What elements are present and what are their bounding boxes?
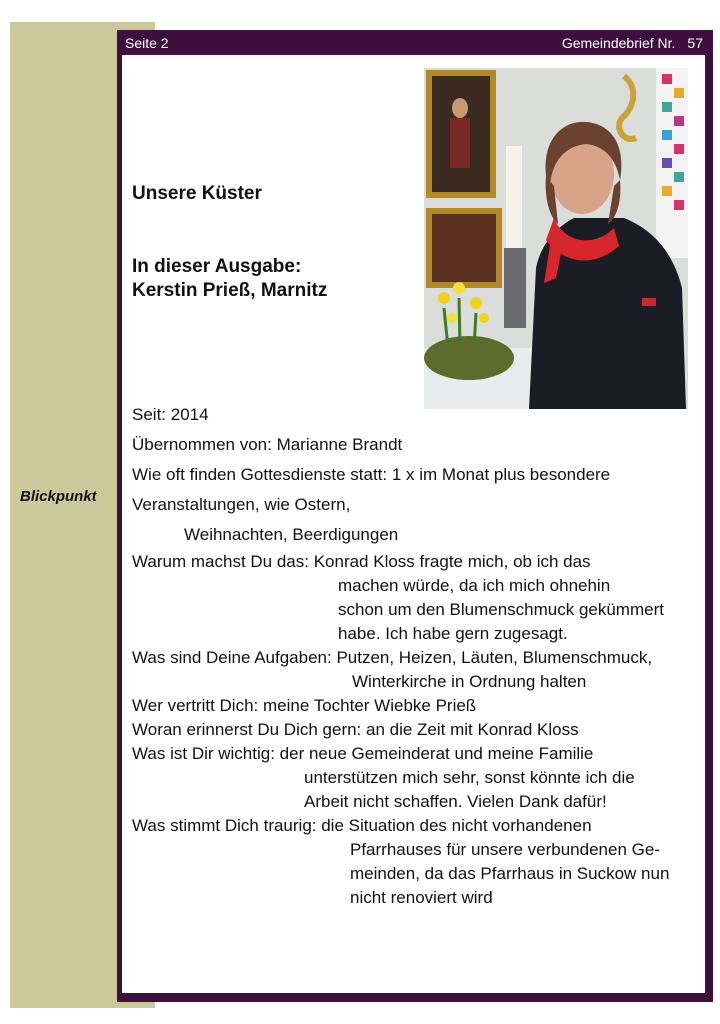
portrait-photo [424,68,688,409]
sad-line-2: Pfarrhauses für unsere verbundenen Ge- [350,840,660,859]
issue-number: 57 [687,35,703,51]
issue-line-2: Kerstin Prieß, Marnitz [132,280,328,301]
tasks-line-1: Was sind Deine Aufgaben: Putzen, Heizen, Läuten, Blumenschmuck, [132,648,653,667]
section-label: Blickpunkt [20,488,97,505]
important-line-1: Was ist Dir wichtig: der neue Gemeinderat und meine Familie [132,744,594,763]
why-line-2: machen würde, da ich mich ohnehin [338,576,611,595]
portrait-illustration [424,68,688,409]
taken-over-line: Übernommen von: Marianne Brandt [132,435,403,454]
newsletter-issue [562,35,703,51]
newsletter-title: Gemeindebrief Nr. [561,35,676,51]
sad-line-4: nicht renoviert wird [350,888,493,907]
why-line-3: schon um den Blumenschmuck gekümmert [338,600,664,619]
issue-line-1: In dieser Ausgabe: [132,256,302,277]
important-line-3: Arbeit nicht schaffen. Vielen Dank dafür! [304,792,607,811]
since-line: Seit: 2014 [132,405,209,424]
page-number: Seite 2 [125,35,169,51]
why-line-1: Warum machst Du das: Konrad Kloss fragte mich, ob ich das [132,552,591,571]
sad-line-1: Was stimmt Dich traurig: die Situation des nicht vorhandenen [132,816,592,835]
tasks-line-2: Winterkirche in Ordnung halten [352,672,587,691]
important-line-2: unterstützen mich sehr, sonst könnte ich die [304,768,635,787]
sad-line-3: meinden, da das Pfarrhaus in Suckow nun [350,864,670,883]
services-line-1: Wie oft finden Gottesdienste statt: 1 x im Monat plus besondere [132,465,611,484]
article-title: Unsere Küster [132,183,262,204]
memory-line: Woran erinnerst Du Dich gern: an die Zeit mit Konrad Kloss [132,720,579,739]
interview-text [132,400,707,910]
why-line-4: habe. Ich habe gern zugesagt. [338,624,568,643]
services-line-2: Veranstaltungen, wie Ostern, [132,495,351,514]
services-line-3: Weihnachten, Beerdigungen [184,525,399,544]
issue-subtitle [132,255,327,303]
deputy-line: Wer vertritt Dich: meine Tochter Wiebke Prieß [132,696,477,715]
